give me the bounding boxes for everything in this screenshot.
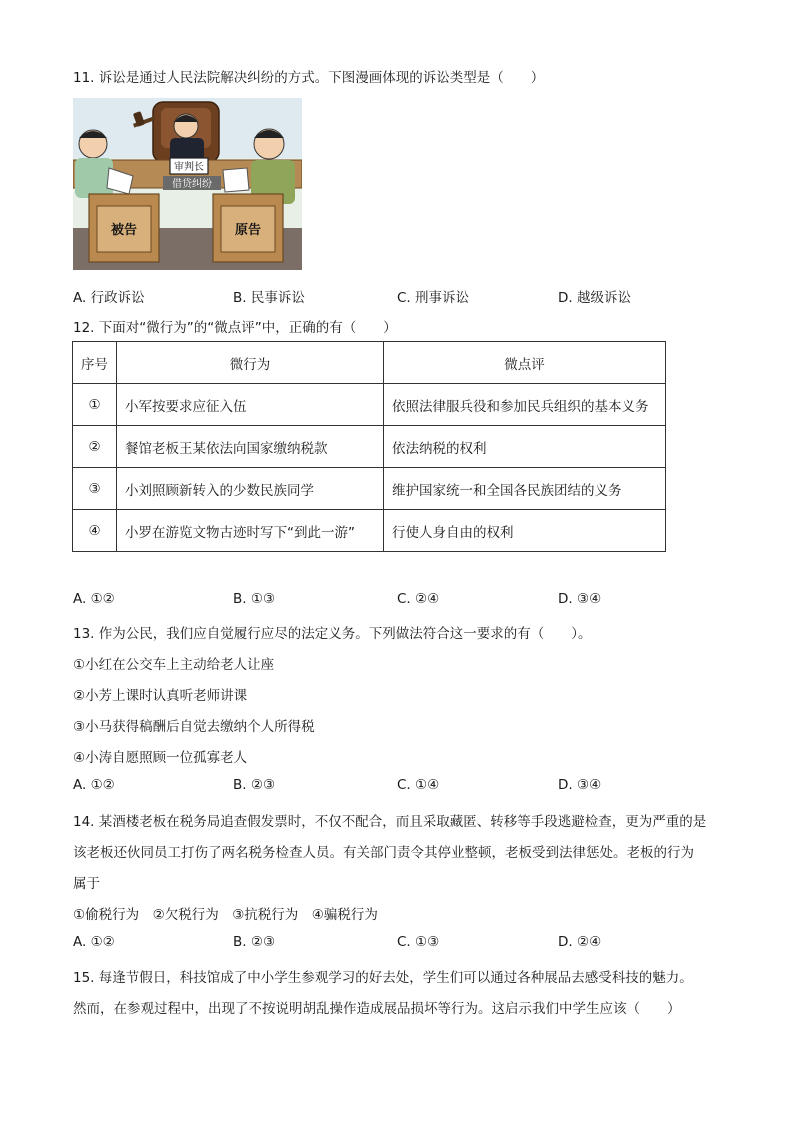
- q14-option-b[interactable]: B. ②③: [233, 934, 276, 950]
- q11-option-c[interactable]: C. 刑事诉讼: [397, 290, 470, 306]
- q14-stem-line: 14. 某酒楼老板在税务局追查假发票时，不仅不配合，而且采取藏匿、转移等手段逃避检查，更为严重的是: [73, 814, 707, 830]
- q13-option-d[interactable]: D. ③④: [558, 777, 602, 793]
- table-header-row: [73, 342, 666, 384]
- table-cell: 维护国家统一和全国各民族团结的义务: [384, 468, 666, 510]
- q11-option-d[interactable]: D. 越级诉讼: [558, 290, 631, 306]
- q12-option-a[interactable]: A. ①②: [73, 591, 115, 607]
- table-row: [73, 384, 666, 426]
- q12-option-b[interactable]: B. ①③: [233, 591, 276, 607]
- q11-option-a[interactable]: A. 行政诉讼: [73, 290, 145, 306]
- dispute-banner-text: 借贷纠纷: [172, 179, 212, 190]
- q14-stem-line: 该老板还伙同员工打伤了两名税务检查人员。有关部门责令其停业整顿，老板受到法律惩处。老板的行为: [73, 845, 694, 861]
- table-cell: 依照法律服兵役和参加民兵组织的基本义务: [384, 384, 666, 426]
- table-row: [73, 426, 666, 468]
- q15-stem-line: 15. 每逢节假日，科技馆成了中小学生参观学习的好去处，学生们可以通过各种展品去感受科技的魅力。: [73, 970, 693, 986]
- q13-option-b[interactable]: B. ②③: [233, 777, 276, 793]
- plaintiff-sign-text: 原告: [234, 223, 262, 238]
- q14-option-a[interactable]: A. ①②: [73, 934, 115, 950]
- table-cell: ①: [73, 384, 117, 426]
- table-header-cell: 序号: [73, 342, 117, 384]
- judge-sign-text: 审判长: [174, 162, 204, 173]
- q12-stem: 12. 下面对“微行为”的“微点评”中，正确的有（ ）: [73, 320, 397, 336]
- table-cell: ②: [73, 426, 117, 468]
- q13-item: ③小马获得稿酬后自觉去缴纳个人所得税: [73, 719, 315, 735]
- table-cell: 小军按要求应征入伍: [117, 384, 384, 426]
- q13-item: ①小红在公交车上主动给老人让座: [73, 657, 275, 673]
- q13-stem: 13. 作为公民，我们应自觉履行应尽的法定义务。下列做法符合这一要求的有（ ）。: [73, 626, 592, 642]
- table-row: [73, 510, 666, 552]
- q14-options: [73, 934, 713, 954]
- q14-option-c[interactable]: C. ①③: [397, 934, 440, 950]
- table-header-cell: 微行为: [117, 342, 384, 384]
- table-cell: 行使人身自由的权利: [384, 510, 666, 552]
- table-header-cell: 微点评: [384, 342, 666, 384]
- q14-stem-line: 属于: [73, 876, 100, 892]
- q13-options: [73, 777, 713, 797]
- table-row: [73, 468, 666, 510]
- q13-item: ②小芳上课时认真听老师讲课: [73, 688, 248, 704]
- q12-option-d[interactable]: D. ③④: [558, 591, 602, 607]
- q11-option-b[interactable]: B. 民事诉讼: [233, 290, 305, 306]
- q14-items: ①偷税行为 ②欠税行为 ③抗税行为 ④骗税行为: [73, 907, 378, 923]
- q11-stem: 11. 诉讼是通过人民法院解决纠纷的方式。下图漫画体现的诉讼类型是（ ）: [73, 70, 545, 86]
- table-cell: 依法纳税的权利: [384, 426, 666, 468]
- defendant-sign-text: 被告: [110, 223, 138, 238]
- q12-table: [72, 341, 666, 552]
- q14-option-d[interactable]: D. ②④: [558, 934, 602, 950]
- table-cell: ③: [73, 468, 117, 510]
- table-cell: ④: [73, 510, 117, 552]
- table-cell: 小刘照顾新转入的少数民族同学: [117, 468, 384, 510]
- q12-options: [73, 591, 713, 611]
- q12-option-c[interactable]: C. ②④: [397, 591, 440, 607]
- q13-option-a[interactable]: A. ①②: [73, 777, 115, 793]
- table-cell: 餐馆老板王某依法向国家缴纳税款: [117, 426, 384, 468]
- table-cell: 小罗在游览文物古迹时写下“到此一游”: [117, 510, 384, 552]
- q13-item: ④小涛自愿照顾一位孤寡老人: [73, 750, 248, 766]
- q15-stem-line: 然而，在参观过程中，出现了不按说明胡乱操作造成展品损坏等行为。这启示我们中学生应该（ ）: [73, 1001, 681, 1017]
- q11-options: [73, 286, 713, 306]
- q13-option-c[interactable]: C. ①④: [397, 777, 440, 793]
- courtroom-cartoon: [73, 98, 302, 270]
